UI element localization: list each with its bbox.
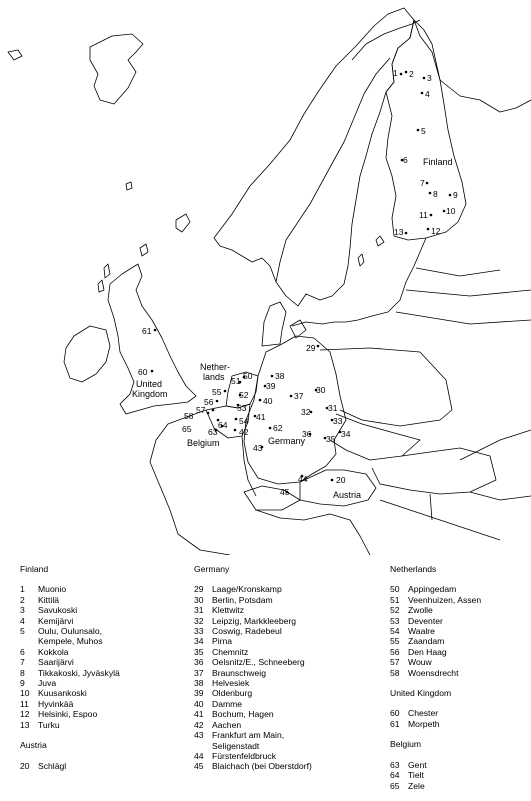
- hebrides: [98, 264, 110, 292]
- map-marker-label: 3: [427, 73, 432, 83]
- legend-row: 45 Blaichach (bei Oberstdorf): [194, 761, 312, 772]
- legend-row: 4 Kemijärvi: [20, 615, 74, 626]
- legend-row: 33 Coswig, Radebeul: [194, 626, 282, 637]
- legend-row: 54 Waalre: [390, 626, 435, 637]
- legend-row: 8 Tikkakoski, Jyväskylä: [20, 667, 120, 678]
- label-uk-1: United: [136, 379, 163, 389]
- legend-row: 3 Savukoski: [20, 605, 78, 616]
- label-belgium: Belgium: [187, 438, 220, 448]
- legend-row: 11 Hyvinkää: [20, 698, 74, 709]
- legend-row: 2 Kittilä: [20, 594, 60, 605]
- map-marker-label: 6: [403, 155, 408, 165]
- legend-row: 65 Zele: [390, 780, 425, 791]
- legend-row: 1 Muonio: [20, 584, 67, 595]
- legend-row: 31 Klettwitz: [194, 605, 244, 616]
- map-marker-label: 52: [239, 390, 249, 400]
- legend-row: 60 Chester: [390, 708, 439, 719]
- map-marker-label: 9: [453, 190, 458, 200]
- legend-row: 63 Gent: [390, 759, 427, 770]
- legend-country-title: United Kingdom: [390, 688, 452, 699]
- map-marker-label: 11: [419, 210, 428, 220]
- map-marker-label: 50: [243, 371, 253, 381]
- legend-row: 32 Leipzig, Markkleeberg: [194, 615, 297, 626]
- legend-column-middle: [194, 564, 384, 782]
- label-uk-2: Kingdom: [132, 389, 168, 399]
- legend-row: 58 Woensdrecht: [390, 667, 459, 678]
- scandinavia-outline: [214, 8, 414, 306]
- map-marker-label: 32: [301, 407, 311, 417]
- baltic-borders: [396, 268, 531, 324]
- map-marker-label: 10: [446, 206, 456, 216]
- north-cape-coast: [352, 20, 420, 60]
- legend-row: Kempele, Muhos: [38, 636, 103, 647]
- russia-coast: [440, 80, 531, 112]
- aland-islands: [376, 236, 384, 246]
- map-marker-label: 58: [184, 411, 194, 421]
- svalbard-islet: [8, 50, 22, 60]
- legend-row: 39 Oldenburg: [194, 688, 253, 699]
- map-marker-label: 39: [266, 381, 276, 391]
- map-marker-label: 61: [142, 326, 152, 336]
- label-finland: Finland: [423, 157, 453, 167]
- legend-row: 5 Oulu, Oulunsalo,: [20, 626, 103, 637]
- legend-row: 43 Frankfurt am Main,: [194, 730, 285, 741]
- map-marker-label: 54: [239, 416, 249, 426]
- map-marker-label: 37: [294, 391, 304, 401]
- map-marker-label: 63: [208, 427, 218, 437]
- map-marker-label: 62: [273, 423, 283, 433]
- legend-column-right: [390, 564, 530, 801]
- legend-row: 12 Helsinki, Espoo: [20, 709, 98, 720]
- legend-row: 37 Braunschweig: [194, 667, 266, 678]
- legend-country-title: Belgium: [390, 739, 422, 750]
- legend-netherlands: [390, 564, 530, 678]
- label-germany: Germany: [268, 436, 306, 446]
- map-marker-label: 13: [394, 227, 404, 237]
- legend-row: 9 Juva: [20, 678, 57, 689]
- legend-row: 13 Turku: [20, 719, 60, 730]
- legend-row: 29 Laage/Kronskamp: [194, 584, 282, 595]
- legend-country-title: Austria: [20, 740, 47, 751]
- legend-row: 6 Kokkola: [20, 646, 69, 657]
- map-marker-label: 7: [420, 178, 425, 188]
- map-marker-label: 64: [218, 420, 228, 430]
- map-marker-label: 65: [182, 424, 192, 434]
- legend-row: 44 Fürstenfeldbruck: [194, 750, 277, 761]
- legend-row: 7 Saarijärvi: [20, 657, 74, 668]
- map-marker-label: 20: [336, 475, 346, 485]
- map-marker-label: 33: [333, 416, 343, 426]
- map-marker-label: 44: [298, 474, 308, 484]
- legend-row: 51 Veenhuizen, Assen: [390, 594, 482, 605]
- legend-column-left: [20, 564, 190, 781]
- map-marker-label: 30: [316, 385, 326, 395]
- balkan-borders: [380, 430, 531, 540]
- map-marker-label: 5: [421, 126, 426, 136]
- finland-russia-border: [414, 20, 440, 80]
- map-marker-label: 55: [212, 387, 222, 397]
- ireland-outline: [64, 326, 110, 382]
- legend-row: 34 Pirna: [194, 636, 233, 647]
- legend-row: 36 Oelsnitz/E., Schneeberg: [194, 657, 305, 668]
- poland-border: [320, 348, 452, 426]
- legend-row: 61 Morpeth: [390, 718, 440, 729]
- map-marker-label: 2: [409, 69, 414, 79]
- map-marker-label: 34: [341, 429, 351, 439]
- map-marker-label: 38: [275, 371, 285, 381]
- map-marker-label: 35: [326, 434, 336, 444]
- map-marker-label: 40: [263, 396, 273, 406]
- legend-row: 42 Aachen: [194, 719, 242, 730]
- map-marker-label: 43: [253, 443, 263, 453]
- legend-row: 55 Zaandam: [390, 636, 445, 647]
- map-marker-label: 56: [204, 397, 214, 407]
- map-marker-label: 45: [280, 487, 290, 497]
- map-marker-label: 53: [237, 403, 247, 413]
- map-marker-label: 31: [328, 403, 338, 413]
- legend-uk: [390, 688, 530, 729]
- switzerland-outline: [244, 486, 300, 510]
- map-marker-label: 41: [256, 412, 266, 422]
- legend-row: 40 Damme: [194, 698, 243, 709]
- norway-sweden-border: [276, 58, 390, 282]
- legend-country-title: Netherlands: [390, 564, 437, 574]
- jan-mayen: [176, 214, 190, 232]
- map-marker-label: 12: [431, 226, 441, 236]
- svalbard-outline: [90, 34, 143, 104]
- map-marker-label: 4: [425, 89, 430, 99]
- legend-row: 56 Den Haag: [390, 646, 447, 657]
- legend-germany: [194, 564, 384, 772]
- map-marker-label: 60: [138, 367, 148, 377]
- denmark-outline: [262, 302, 286, 346]
- legend-country-title: Finland: [20, 564, 49, 574]
- bear-island: [126, 182, 132, 190]
- legend-belgium: [390, 739, 530, 791]
- slovakia-hungary-border: [372, 448, 496, 494]
- legend-row: 35 Chemnitz: [194, 646, 249, 657]
- map-marker-label: 29: [306, 343, 316, 353]
- label-austria: Austria: [333, 490, 362, 500]
- legend-row: Seligenstadt: [212, 740, 260, 751]
- legend-row: 57 Wouw: [390, 657, 432, 668]
- baltic-coast: [292, 238, 426, 326]
- legend-row: 64 Tielt: [390, 770, 424, 781]
- legend-row: 10 Kuusankoski: [20, 688, 87, 699]
- map-marker-label: 57: [196, 405, 206, 415]
- label-netherlands-2: lands: [203, 372, 225, 382]
- legend-finland: [20, 564, 190, 730]
- italy-outline: [256, 510, 370, 555]
- legend-row: 38 Helvesiek: [194, 678, 250, 689]
- map-marker-label: 36: [302, 429, 312, 439]
- legend-row: 52 Zwolle: [390, 605, 433, 616]
- label-netherlands-1: Nether-: [200, 362, 231, 372]
- orkney: [140, 244, 148, 256]
- legend-row: 41 Bochum, Hagen: [194, 709, 274, 720]
- map-marker-label: 42: [239, 427, 249, 437]
- legend-country-title: Germany: [194, 564, 230, 574]
- map-marker-label: 1: [393, 68, 398, 78]
- legend-row: 30 Berlin, Potsdam: [194, 594, 273, 605]
- map-marker-label: 51: [231, 376, 241, 386]
- legend-row: 20 Schlägl: [20, 760, 67, 771]
- map-marker-label: 8: [433, 189, 438, 199]
- legend-austria: [20, 740, 190, 771]
- legend-row: 50 Appingedam: [390, 584, 457, 595]
- legend-row: 53 Deventer: [390, 615, 443, 626]
- gotland: [358, 254, 364, 266]
